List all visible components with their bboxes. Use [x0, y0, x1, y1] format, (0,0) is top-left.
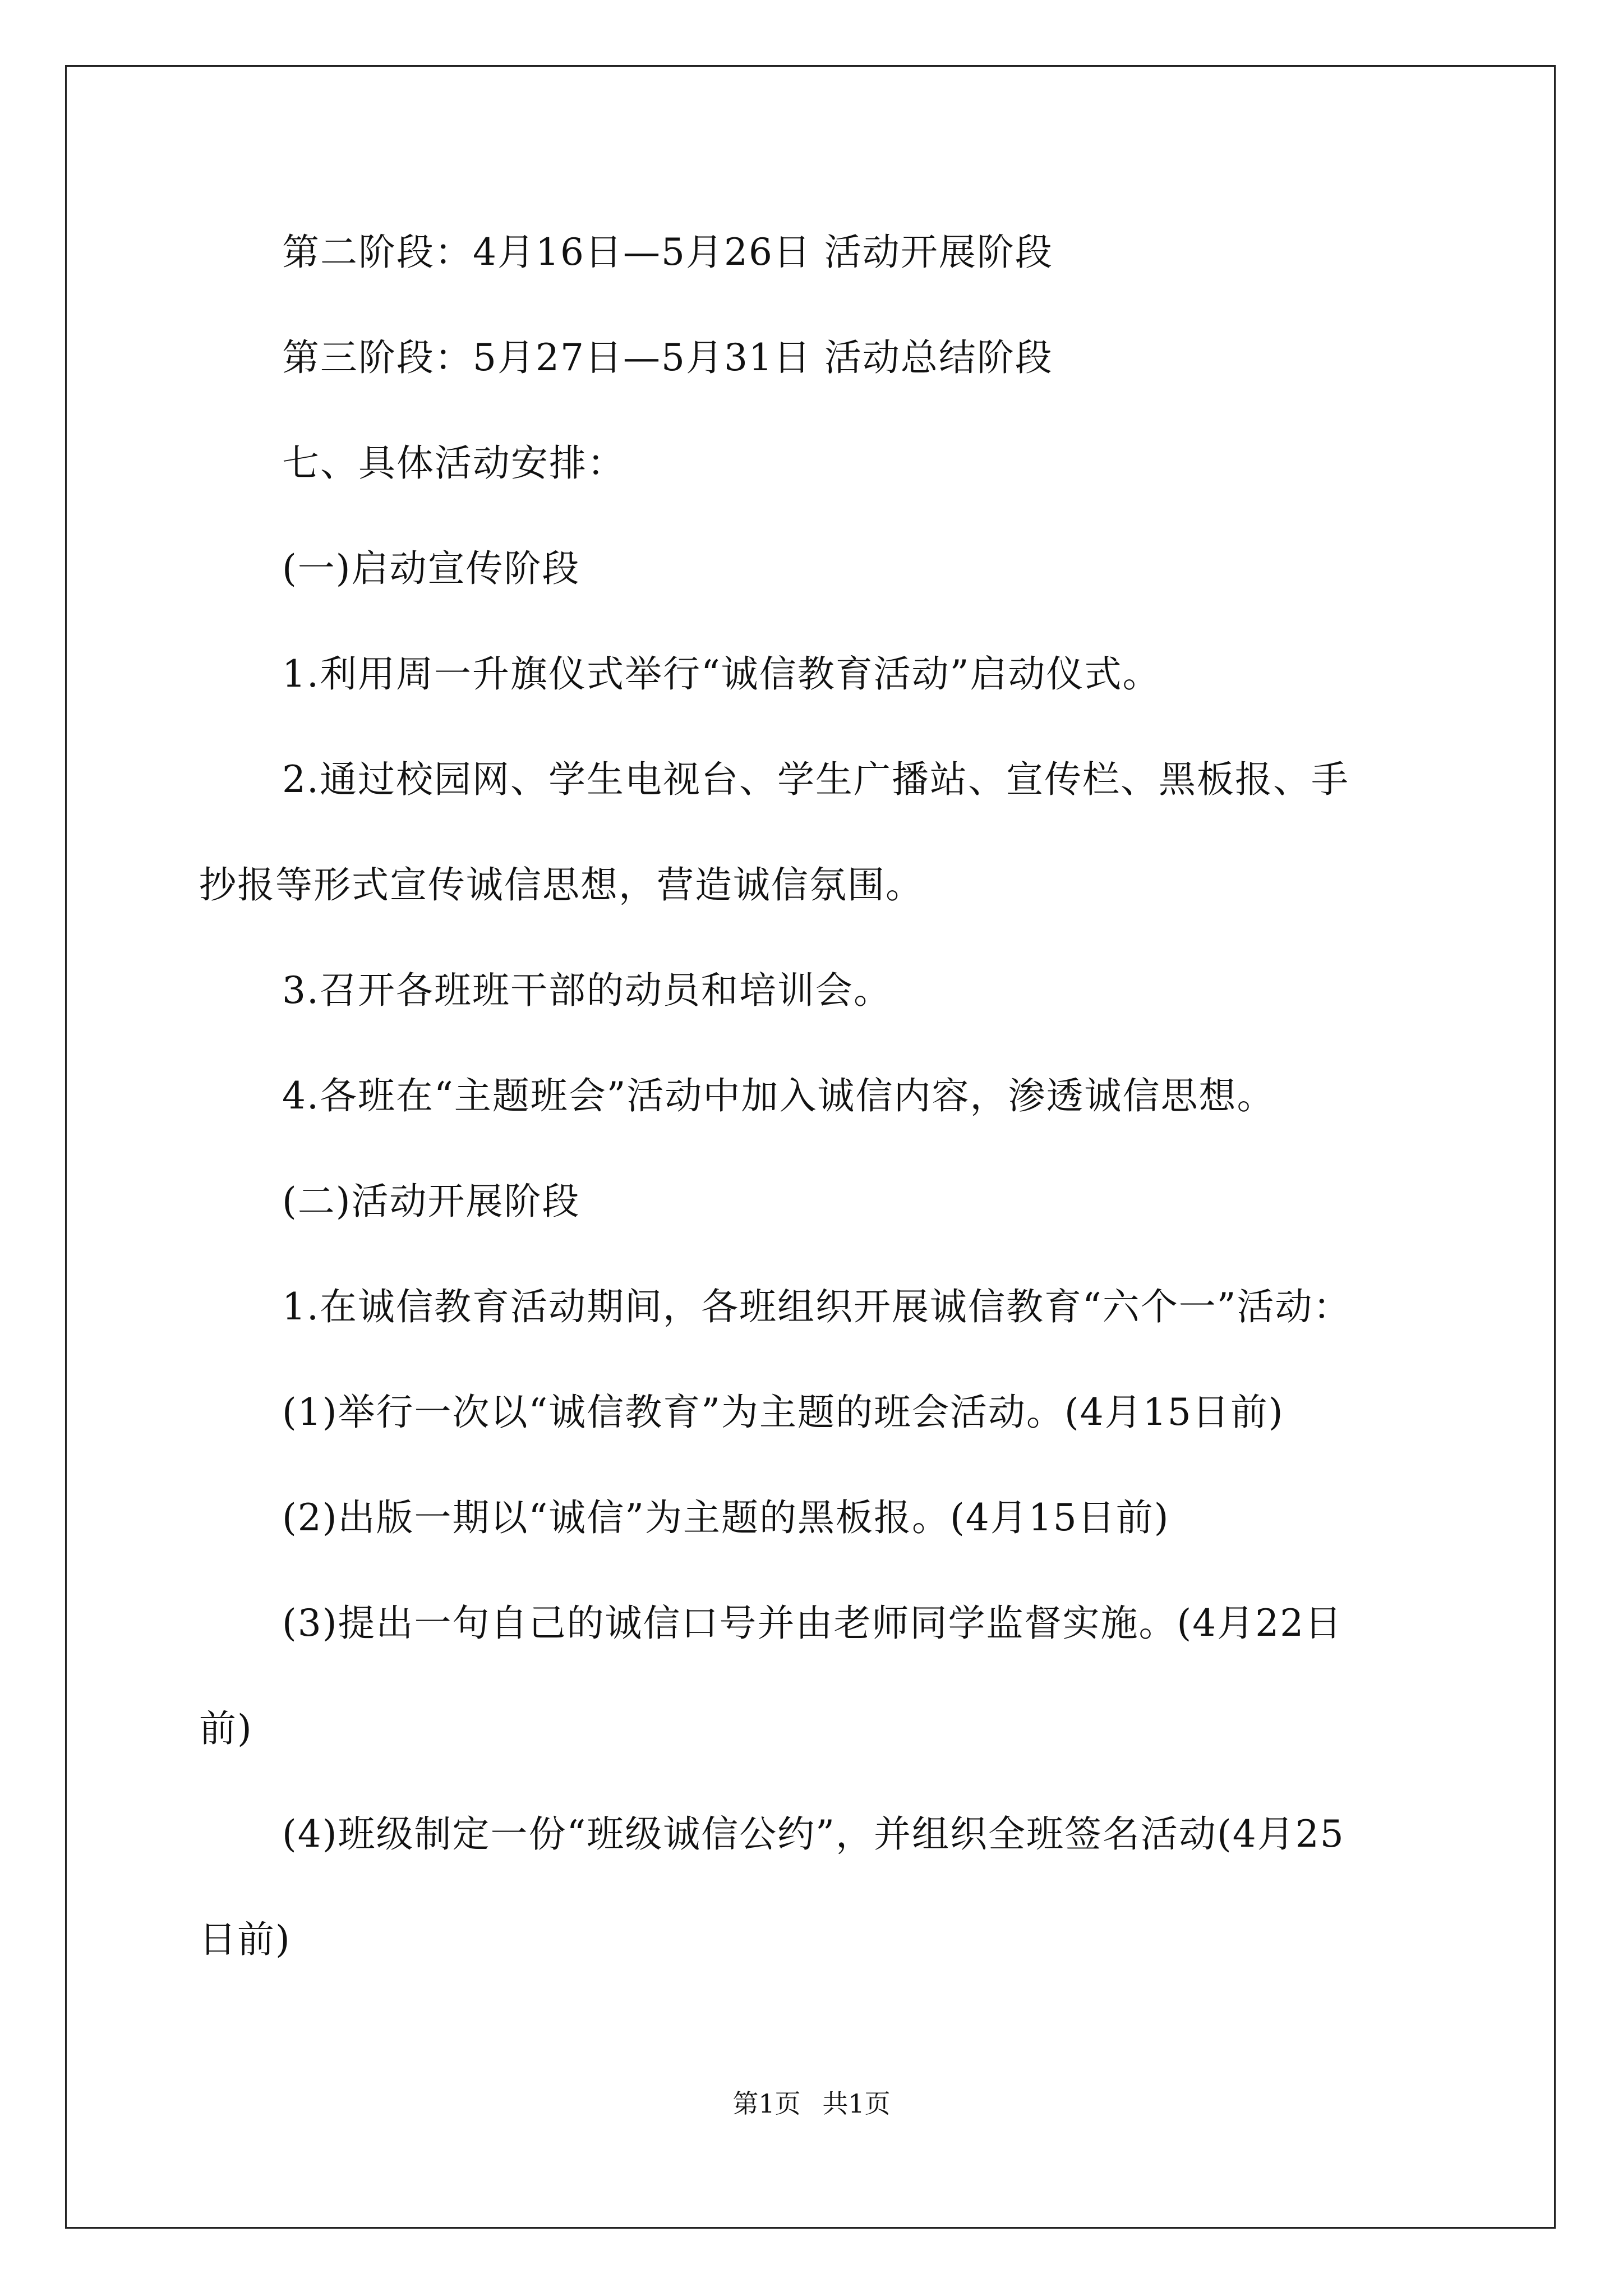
text-line-subitem-4: (4)班级制定一份“班级诚信公约”，并组织全班签名活动(4月25	[282, 1812, 1345, 1856]
page-border	[65, 65, 1556, 2229]
subheading-launch-stage: (一)启动宣传阶段	[282, 547, 580, 590]
page-footer	[0, 2087, 1623, 2120]
section-heading-activity-plan: 七、具体活动安排：	[282, 441, 625, 485]
current-page-label: 第1页	[732, 2088, 801, 2119]
text-line-stage-two: 第二阶段：4月16日—5月26日 活动开展阶段	[282, 231, 1053, 274]
subheading-activity-stage: (二)活动开展阶段	[282, 1180, 580, 1223]
text-line-activity-1: 1.在诚信教育活动期间，各班组织开展诚信教育“六个一”活动：	[282, 1285, 1352, 1328]
text-line-subitem-2: (2)出版一期以“诚信”为主题的黑板报。(4月15日前)	[282, 1496, 1170, 1539]
text-line-subitem-3: (3)提出一句自己的诚信口号并由老师同学监督实施。(4月22日	[282, 1602, 1343, 1645]
text-line-subitem-1: (1)举行一次以“诚信教育”为主题的班会活动。(4月15日前)	[282, 1391, 1284, 1434]
text-line-stage-three: 第三阶段：5月27日—5月31日 活动总结阶段	[282, 336, 1053, 379]
text-line-item-2: 2.通过校园网、学生电视台、学生广播站、宣传栏、黑板报、手	[282, 758, 1349, 801]
total-pages-label: 共1页	[822, 2088, 891, 2119]
text-line-item-4: 4.各班在“主题班会”活动中加入诚信内容，渗透诚信思想。	[282, 1074, 1275, 1117]
text-line-item-3: 3.召开各班班干部的动员和培训会。	[282, 969, 892, 1012]
text-line-subitem-3-cont: 前)	[199, 1707, 253, 1750]
text-line-item-2-cont: 抄报等形式宣传诚信思想，营造诚信氛围。	[199, 863, 924, 907]
text-line-item-1: 1.利用周一升旗仪式举行“诚信教育活动”启动仪式。	[282, 652, 1161, 696]
text-line-subitem-4-cont: 日前)	[199, 1918, 291, 1961]
